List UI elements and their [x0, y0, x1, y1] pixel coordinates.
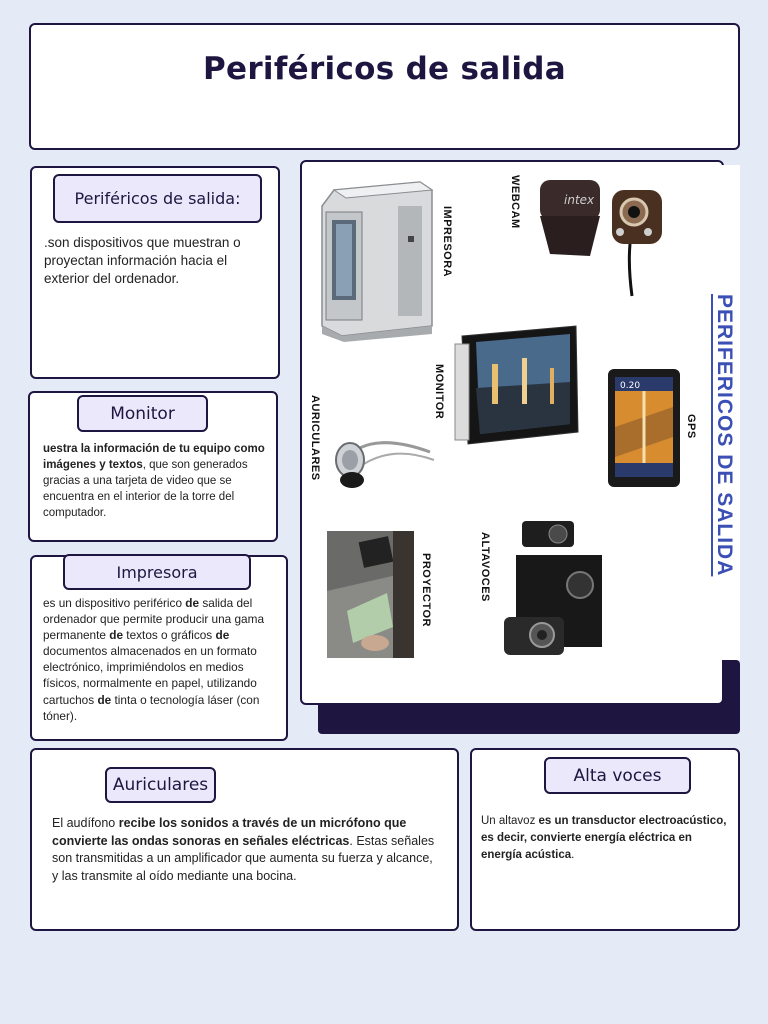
altavoces-text	[481, 813, 729, 864]
impresora-t1: es un dispositivo periférico	[43, 596, 186, 610]
impresora-heading	[63, 554, 251, 590]
auriculares-heading-text: Auriculares	[112, 775, 209, 795]
auriculares-b1: recibe los sonidos a través de un micrófono que convierte las ondas sonoras en señales eléctricas	[52, 816, 407, 848]
page-title: Periféricos de salida	[202, 51, 567, 87]
gps-readout: 0.20	[620, 381, 641, 391]
intro-heading	[53, 174, 262, 223]
altavoces-t2: .	[571, 849, 575, 861]
impresora-t3: textos o gráficos	[123, 628, 216, 643]
auriculares-t2: . Estas señales son transmitidas a un amplificador que aumenta su fuerza y alcance, y las transmite al oído mediante una bocina.	[52, 833, 435, 883]
altavoces-heading-text: Alta voces	[573, 765, 662, 786]
intro-text: .son dispositivos que muestran o proyectan información hacia el exterior del ordenador.	[44, 235, 241, 286]
title-card	[29, 23, 740, 150]
impresora-b3: de	[215, 628, 230, 643]
printer-image	[312, 176, 440, 344]
webcam-label: WEBCAM	[509, 175, 521, 229]
image-panel-title: PERIFERICOS DE SALIDA	[713, 294, 736, 577]
impresora-label: IMPRESORA	[441, 206, 453, 278]
gps-label: GPS	[685, 414, 697, 439]
monitor-heading	[77, 395, 208, 432]
impresora-t2: salida del ordenador que permite producir una gama permanente	[43, 596, 265, 643]
altavoces-t1: Un altavoz	[481, 815, 539, 827]
impresora-b1: de	[185, 596, 200, 610]
proyector-label: PROYECTOR	[420, 553, 432, 627]
intro-heading-text: Periféricos de salida:	[74, 189, 241, 208]
impresora-t4: documentos almacenados en un formato electrónico, imprimiéndolos en medios físicos, normalmente en papel, utilizando cartuchos	[43, 644, 257, 707]
impresora-heading-text: Impresora	[116, 562, 198, 582]
monitor-text-bold: uestra la información de tu equipo como imágenes y textos	[43, 443, 265, 471]
speakers-image	[500, 519, 604, 659]
monitor-image	[452, 324, 582, 446]
headphones-image	[330, 430, 440, 494]
monitor-text	[43, 441, 272, 521]
altavoces-b1: es un transductor electroacústico, es decir, convierte energía eléctrica en energía acústica	[481, 815, 727, 861]
projector-image	[327, 531, 414, 658]
impresora-b4: de	[97, 692, 112, 707]
impresora-text	[43, 595, 281, 724]
altavoces-label: ALTAVOCES	[479, 532, 491, 602]
monitor-text-rest: , que son generados gracias a una tarjeta de video que se encuentra en el interior de la torre del computador.	[43, 459, 248, 519]
webcam-image	[530, 176, 665, 301]
impresora-b2: de	[109, 628, 124, 643]
auriculares-text	[52, 815, 436, 885]
impresora-t5: tinta o tecnología láser (con tóner).	[43, 692, 260, 723]
auriculares-label: AURICULARES	[309, 395, 321, 481]
gps-image	[606, 367, 682, 489]
altavoces-heading	[544, 757, 691, 794]
monitor-label: MONITOR	[433, 364, 445, 420]
webcam-brand: intex	[564, 193, 595, 207]
auriculares-t1: El audífono	[52, 816, 119, 830]
auriculares-heading	[105, 767, 216, 803]
monitor-heading-text: Monitor	[110, 403, 175, 424]
